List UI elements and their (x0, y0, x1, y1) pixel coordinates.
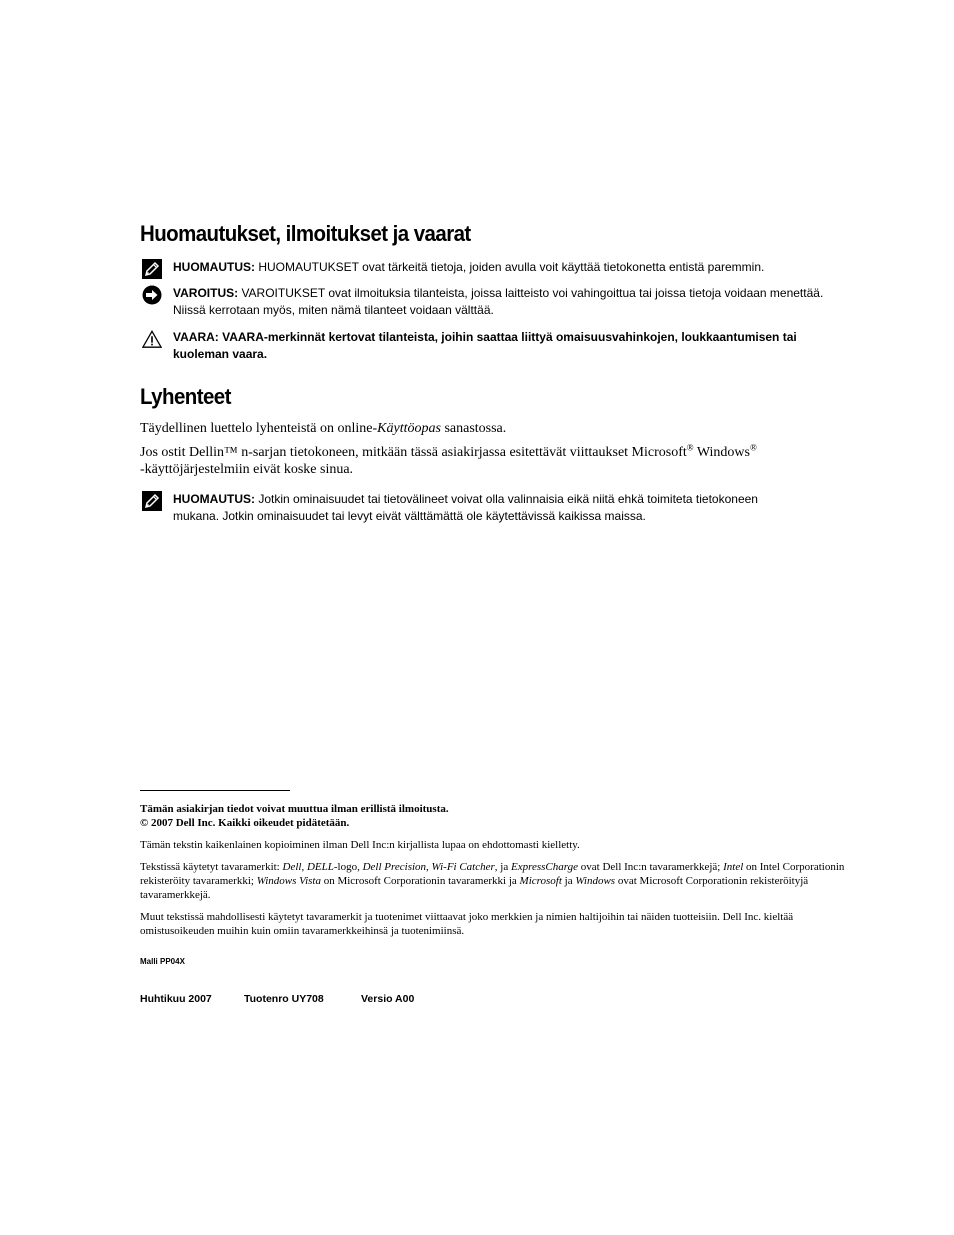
note-huomautus-2 (140, 491, 845, 525)
para2-text-end: -käyttöjärjestelmiin eivät koske sinua. (140, 462, 354, 477)
note-text-line2: mukana. Jotkin ominaisuudet tai levyt eivät välttämättä ole käytettävissä kaikissa maissa. (173, 509, 646, 523)
para2-windows: Windows (693, 445, 750, 460)
tm-separator: , (426, 861, 432, 873)
tm-text: ovat Dell Inc:n tavaramerkkejä; (578, 861, 724, 873)
model-number: Malli PP04X (140, 957, 185, 966)
footer-date: Huhtikuu 2007 (140, 993, 212, 1005)
para1-guide-title: Käyttöopas (377, 421, 441, 436)
tm-dell-precision: Dell Precision (362, 861, 427, 873)
section-title-notices: Huomautukset, ilmoitukset ja vaarat (140, 221, 471, 246)
caution-label: VAARA: (173, 330, 219, 344)
para1-text-end: sanastossa. (440, 421, 507, 436)
caution-text-line2: kuoleman vaara. (173, 347, 268, 361)
trademark-notice (140, 860, 845, 902)
note-pencil-icon (142, 259, 162, 279)
footer-part-number: Tuotenro UY708 (244, 993, 324, 1005)
tm-text: on Intel Corporationin rekisteröity tavaramerkki; (140, 861, 845, 887)
tm-windows: Windows (575, 875, 616, 887)
notice-label: VAROITUS: (173, 286, 239, 300)
abbreviations-paragraph-1 (140, 420, 840, 437)
abbreviations-paragraph-2 (140, 444, 840, 478)
tm-text: Tekstissä käytetyt tavaramerkit: (140, 861, 283, 873)
note-varoitus (140, 285, 845, 319)
tm-text: -logo, (333, 861, 363, 873)
legal-change-notice: Tämän asiakirjan tiedot voivat muuttua ilman erillistä ilmoitusta. (140, 803, 449, 815)
tm-windows-vista: Windows Vista (256, 875, 321, 887)
note-text: HUOMAUTUKSET ovat tärkeitä tietoja, joiden avulla voit käyttää tietokonetta entistä paremmin. (255, 260, 765, 274)
caution-text-line1: VAARA-merkinnät kertovat tilanteista, joihin saattaa liittyä omaisuusvahinkojen, loukkaantumisen tai (218, 330, 797, 344)
tm-wifi-catcher: Wi-Fi Catcher (431, 861, 495, 873)
caution-triangle-icon (142, 329, 162, 349)
footer-version: Versio A00 (361, 993, 415, 1005)
para2-text: Jos ostit Dellin™ n-sarjan tietokoneen, mitkään tässä asiakirjassa esitettävät viittaukset Microsoft (140, 445, 687, 460)
tm-dell: Dell (282, 861, 302, 873)
tm-separator: , (301, 861, 307, 873)
section-title-abbreviations: Lyhenteet (140, 384, 231, 409)
legal-disclaimer (140, 802, 845, 830)
note-pencil-icon (142, 491, 162, 511)
note-huomautus (140, 259, 845, 276)
tm-text: , ja (494, 861, 511, 873)
tm-dell-logo: DELL (306, 861, 334, 873)
tm-text: on Microsoft Corporationin tavaramerkki ja (320, 875, 520, 887)
para1-text: Täydellinen luettelo lyhenteistä on online- (140, 421, 378, 436)
note-vaara (140, 329, 845, 363)
footnote-divider (140, 790, 290, 791)
tm-text: ja (561, 875, 576, 887)
notice-arrow-icon (142, 285, 162, 305)
registered-mark: ® (749, 442, 757, 453)
other-trademarks: Muut tekstissä mahdollisesti käytetyt tavaramerkit ja tuotenimet viittaavat joko merkkien ja nimien haltijoihin tai näiden tuotteisiin. Dell Inc. kieltää omistusoikeuden muihin kuin omiin tavaramerkkeihinsä ja tuotenimiinsä. (140, 911, 794, 937)
tm-intel: Intel (723, 861, 744, 873)
note-text-line1: Jotkin ominaisuudet tai tietovälineet voivat olla valinnaisia eikä niitä ehkä toimiteta tietokoneen (255, 492, 758, 506)
tm-expresscharge: ExpressCharge (511, 861, 579, 873)
notice-text-line2: Niissä kerrotaan myös, miten nämä tilanteet voidaan välttää. (173, 303, 494, 317)
note-label: HUOMAUTUS: (173, 260, 255, 274)
registered-mark: ® (686, 442, 694, 453)
copyright-line: © 2007 Dell Inc. Kaikki oikeudet pidätetään. (140, 817, 350, 829)
note-label: HUOMAUTUS: (173, 492, 255, 506)
copy-prohibition: Tämän tekstin kaikenlainen kopioiminen ilman Dell Inc:n kirjallista lupaa on ehdottomasti kielletty. (140, 839, 580, 851)
notice-text-line1: VAROITUKSET ovat ilmoituksia tilanteista, joissa laitteisto voi vahingoittua tai joissa tietoja voidaan menettää. (238, 286, 824, 300)
tm-text: ovat Microsoft Corporationin rekisteröityjä tavaramerkkejä. (140, 875, 809, 901)
tm-microsoft: Microsoft (519, 875, 562, 887)
